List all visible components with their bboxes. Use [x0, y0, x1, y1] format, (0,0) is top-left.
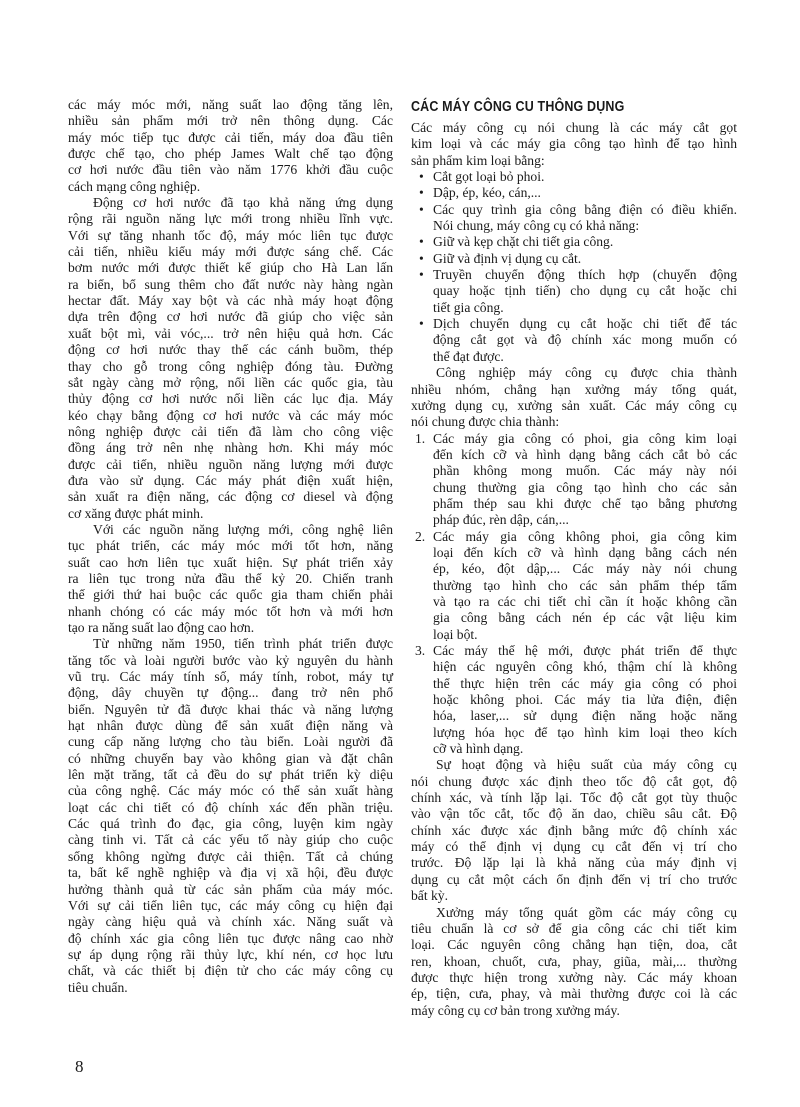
- performance-paragraph: [411, 757, 737, 904]
- text-line: cơ hơi nước đầu tiên vào năm 1776 khởi đầu cuộc: [68, 162, 393, 178]
- text-line: động cắt gọt và độ chính xác mong muốn có: [433, 332, 737, 348]
- text-line: máy công cụ cơ bản trong xưởng máy.: [411, 1002, 620, 1018]
- text-line: đưa vào sử dụng. Các máy phát điện xuất hiện,: [68, 472, 393, 488]
- text-line: được thực hiện trong xưởng này. Các máy khoan: [411, 969, 737, 985]
- text-line: phần không mong muốn. Các máy này nói: [433, 463, 737, 479]
- text-line: chính xác được xác định bằng mức độ chính xác: [411, 822, 737, 838]
- text-line: nói chung được chia thành:: [411, 414, 560, 430]
- bullet-icon: •: [419, 316, 424, 332]
- text-line: Giữ và định vị dụng cụ cắt.: [433, 250, 582, 266]
- item-number: 2.: [415, 528, 426, 544]
- text-line: Các quá trình đo đạc, gia công, luyện kim ngày: [68, 816, 393, 832]
- text-line: Động cơ hơi nước đã tạo khả năng ứng dụng: [93, 195, 393, 211]
- text-line: có những chuyến bay vào không gian và đặt chân: [68, 750, 393, 766]
- text-line: tạo ra năng suất lao động cao hơn.: [68, 620, 255, 635]
- text-line: được chế tạo, cho phép James Walt chế tạo động: [68, 146, 393, 162]
- text-line: lượng hóa học để tạo hình kim loại theo kích: [433, 724, 737, 740]
- section-heading: CÁC MÁY CÔNG CU THÔNG DỤNG: [411, 99, 625, 115]
- text-line: nhanh chóng có các máy móc tốt hơn và mới hơn: [68, 603, 393, 619]
- text-line: suất cao hơn liên tục xuất hiện. Sự phát triển xảy: [68, 554, 393, 570]
- text-line: tăng tốc và loài người bước vào kỷ nguyên du hành: [68, 652, 393, 668]
- text-line: thủy động cơ hơi nước nối liền các lục địa. Máy: [68, 391, 393, 407]
- text-line: loại đến kích cỡ và hình dạng bằng cách nén: [433, 544, 737, 560]
- page-number: 8: [75, 1057, 84, 1076]
- text-line: ngày càng hiệu quả và chính xác. Năng suất và: [68, 914, 393, 930]
- workshop-paragraph: [411, 905, 737, 1019]
- text-line: các máy móc mới, năng suất lao động tăng lên,: [68, 97, 393, 112]
- text-line: sống không ngừng được cải thiện. Tất cả chúng: [68, 848, 393, 864]
- text-line: kéo chạy bằng động cơ hơi nước và các máy móc: [68, 407, 393, 423]
- text-line: sản phẩm kim loại bằng:: [411, 152, 545, 168]
- text-line: Từ những năm 1950, tiến trình phát triển được: [93, 636, 393, 652]
- text-line: loại bột.: [433, 626, 478, 642]
- text-line: ra biển, bổ sung thêm cho đất nước này hàng ngàn: [68, 276, 393, 292]
- bullet-item: [411, 267, 737, 316]
- text-line: Các quy trình gia công bằng điện có điều khiển.: [433, 201, 737, 217]
- text-line: sắt ngày càng mở rộng, nối liền các quốc gia, tàu: [68, 374, 393, 390]
- text-line: vũ trụ. Các máy tính số, máy tính, robot, máy tự: [68, 669, 393, 685]
- text-line: Các máy thế hệ mới, được phát triển để thực: [433, 643, 737, 658]
- text-line: hiện các nguyên công khó, thậm chí là không: [433, 659, 737, 675]
- text-line: rộng rãi nguồn năng lực mới trong nhiều lĩnh vực.: [68, 211, 393, 227]
- text-line: thể đạt được.: [433, 348, 504, 364]
- text-line: Với sự cải tiến liên tục, các máy công cụ hiện đại: [68, 897, 393, 913]
- text-line: tiêu chuẩn.: [68, 979, 128, 995]
- text-line: cơ xăng được phát minh.: [68, 505, 204, 521]
- text-line: cỡ và hình dạng.: [433, 741, 524, 757]
- text-line: dụng cụ cắt một cách ổn định đến vị trí cho trước: [411, 871, 737, 887]
- text-line: gia công bằng cách nén ép các vật liệu kim: [433, 610, 737, 626]
- text-line: nhiều sản phẩm mới trở nên thông dụng. Các: [68, 113, 393, 129]
- text-line: Dập, ép, kéo, cán,...: [433, 185, 541, 201]
- item-number: 3.: [415, 643, 426, 658]
- paragraph: [68, 195, 393, 522]
- text-line: được cải tiến, nhiều nguồn năng lượng mới được: [68, 456, 393, 472]
- text-line: và tạo ra các chi tiết chỉ cần ít hoặc không cần: [433, 593, 737, 609]
- text-line: nhiều nhóm, chẳng hạn xưởng máy tổng quát,: [411, 381, 737, 397]
- text-line: chung thường gia công tạo hình cho các sản: [433, 479, 737, 495]
- text-line: Với các nguồn năng lượng mới, công nghệ liên: [93, 521, 393, 537]
- text-line: bất kỳ.: [411, 888, 448, 904]
- text-line: Giữ và kẹp chặt chi tiết gia công.: [433, 234, 614, 250]
- text-line: cách mạng công nghiệp.: [68, 178, 201, 194]
- text-line: Truyền chuyển động thích hợp (chuyển động: [433, 267, 737, 283]
- text-line: cải tiến, nhiều kiểu máy mới được sáng chế. Các: [68, 244, 393, 260]
- text-line: tục phát triển, các máy móc mới tốt hơn, năng: [68, 538, 393, 554]
- text-line: nói chung được xác định theo tốc độ cắt gọt, độ: [411, 773, 737, 789]
- text-line: Xưởng máy tổng quát gồm các máy công cụ: [436, 904, 737, 920]
- text-line: hạt nhân được dùng để sản xuất điện năng và: [68, 718, 393, 734]
- text-line: Các máy gia công không phoi, gia công kim: [433, 528, 737, 544]
- text-line: biến. Nguyên tử đã được khai thác và năng lượng: [68, 701, 393, 717]
- text-line: thế giới thứ hai buộc các quốc gia tham chiến phải: [68, 587, 393, 603]
- text-line: Với sự tăng nhanh tốc độ, máy móc liên tục được: [68, 227, 393, 243]
- text-line: ép, tiện, cưa, phay, và mài thường được coi là các: [411, 986, 737, 1002]
- text-line: tiết gia công.: [433, 299, 504, 315]
- text-line: nông nghiệp được cải tiến đã làm cho công việc: [68, 423, 393, 439]
- bullet-list-capabilities: [411, 234, 737, 365]
- bullet-item: [411, 202, 737, 235]
- text-line: của công nghệ. Các máy móc có thể sản xuất hàng: [68, 783, 393, 799]
- bullet-icon: •: [419, 185, 424, 201]
- text-line: Dịch chuyển dụng cụ cắt hoặc chi tiết để tác: [433, 316, 737, 332]
- left-column: [68, 97, 393, 996]
- text-line: Cắt gọt loại bỏ phoi.: [433, 169, 545, 185]
- text-line: dựa trên động cơ hơi nước đã giúp cho việc sản: [68, 309, 393, 325]
- text-line: máy móc tiếp tục được cải tiến, máy doa đầu tiên: [68, 129, 393, 145]
- text-line: sản xuất ra điện năng, các động cơ diesel và động: [68, 489, 393, 505]
- text-line: độ chính xác gia công liên tục được nâng cao nhờ: [68, 930, 393, 946]
- numbered-item: [411, 529, 737, 643]
- text-line: chính xác, và tính lặp lại. Tốc độ cắt gọt tùy thuộc: [411, 790, 737, 806]
- text-line: Nói chung, máy công cụ có khả năng:: [433, 218, 640, 234]
- text-line: Các máy công cụ nói chung là các máy cắt gọt: [411, 120, 737, 135]
- text-line: loạt các chi tiết có độ chính xác đến phần triệu.: [68, 799, 393, 815]
- text-line: hưởng thành quả từ các sản phẩm của máy móc.: [68, 881, 393, 897]
- industry-paragraph: [411, 365, 737, 430]
- paragraph: [68, 97, 393, 195]
- text-line: kim loại và các máy gia công tạo hình để tạo hình: [411, 136, 737, 152]
- text-line: càng tinh vi. Tất cả các yếu tố này giúp cho cuộc: [68, 832, 393, 848]
- intro-paragraph: [411, 120, 737, 169]
- text-line: chất, và các thiết bị điện tử cho các máy công cụ: [68, 963, 393, 979]
- bullet-icon: •: [419, 201, 424, 217]
- text-line: hoặc không phoi. Các máy tia lửa điện, điện: [433, 692, 737, 708]
- text-line: ép, kéo, đột dập,... Các máy này nói chung: [433, 561, 737, 577]
- text-line: động cơ hơi nước thay thế các cánh buồm, thép: [68, 342, 393, 358]
- text-line: xưởng dụng cụ, xưởng sản xuất. Các máy công cụ: [411, 397, 737, 413]
- text-line: thay cho gỗ trong công nghiệp đóng tàu. Đường: [68, 358, 393, 374]
- paragraph: [68, 636, 393, 996]
- numbered-item: [411, 643, 737, 757]
- text-line: hóa, laser,... sử dụng điện năng hoặc năng: [433, 708, 737, 724]
- bullet-list-methods: [411, 169, 737, 234]
- text-line: Sự hoạt động và hiệu suất của máy công cụ: [436, 757, 737, 773]
- bullet-icon: •: [419, 234, 424, 250]
- text-line: phẩm thép sau khi được chế tạo bằng phương: [433, 495, 737, 511]
- numbered-item: [411, 431, 737, 529]
- text-line: lên mặt trăng, tất cả đều do sự phát triển kỳ diệu: [68, 767, 393, 783]
- text-line: trước. Độ lặp lại là khả năng của máy định vị: [411, 855, 737, 871]
- text-line: ta, bất kể nghề nghiệp và địa vị xã hội, đều được: [68, 865, 393, 881]
- text-line: pháp đúc, rèn dập, cán,...: [433, 512, 569, 528]
- bullet-icon: •: [419, 169, 424, 185]
- text-line: Công nghiệp máy công cụ được chia thành: [436, 365, 737, 381]
- bullet-item: [411, 185, 737, 201]
- text-line: hectar đất. Máy xay bột và các nhà máy hoạt động: [68, 293, 393, 309]
- numbered-list-categories: [411, 431, 737, 758]
- bullet-icon: •: [419, 250, 424, 266]
- text-line: động, dây chuyền tự động... đang trở nên phổ: [68, 685, 393, 701]
- text-line: ren, khoan, chuốt, cưa, phay, giũa, mài,... thường: [411, 953, 737, 969]
- bullet-icon: •: [419, 267, 424, 283]
- text-line: sự áp dụng rộng rãi thủy lực, khí nén, cơ học lưu: [68, 946, 393, 962]
- paragraph: [68, 522, 393, 636]
- text-line: thường tạo hình cho các sản phẩm thép tấm: [433, 577, 737, 593]
- text-line: thể thực hiện trên các máy gia công có phoi: [433, 675, 737, 691]
- bullet-item: [411, 251, 737, 267]
- right-column: [411, 97, 737, 1019]
- text-line: đồng áng trở nên nhẹ nhàng hơn. Khi máy móc: [68, 440, 393, 456]
- text-line: loại. Các nguyên công chẳng hạn tiện, doa, cắt: [411, 937, 737, 953]
- item-number: 1.: [415, 430, 426, 446]
- text-line: xuất bột mì, vải vóc,... trở nên hiệu quả hơn. Các: [68, 325, 393, 341]
- text-line: cung cấp năng lượng cho tàu biển. Loài người đã: [68, 734, 393, 750]
- text-line: đến kích cỡ và hình dạng bằng cách cắt bỏ các: [433, 446, 737, 462]
- text-line: bơm nước mới được thiết kế giúp cho Hà Lan lấn: [68, 260, 393, 276]
- bullet-item: [411, 316, 737, 365]
- bullet-item: [411, 169, 737, 185]
- bullet-item: [411, 234, 737, 250]
- text-line: tiêu chuẩn là cơ sở để gia công các chi tiết kim: [411, 920, 737, 936]
- text-line: vào vận tốc cắt, tốc độ ăn dao, chiều sâu cắt. Độ: [411, 806, 737, 822]
- text-line: quay hoặc tịnh tiến) cho dụng cụ cắt hoặc chi: [433, 283, 737, 299]
- text-line: máy có thể định vị dụng cụ cắt đến vị trí cho: [411, 839, 737, 855]
- text-line: ra liên tục trong nửa đầu thế kỷ 20. Chiến tranh: [68, 570, 393, 586]
- text-line: Các máy gia công có phoi, gia công kim loại: [433, 430, 737, 446]
